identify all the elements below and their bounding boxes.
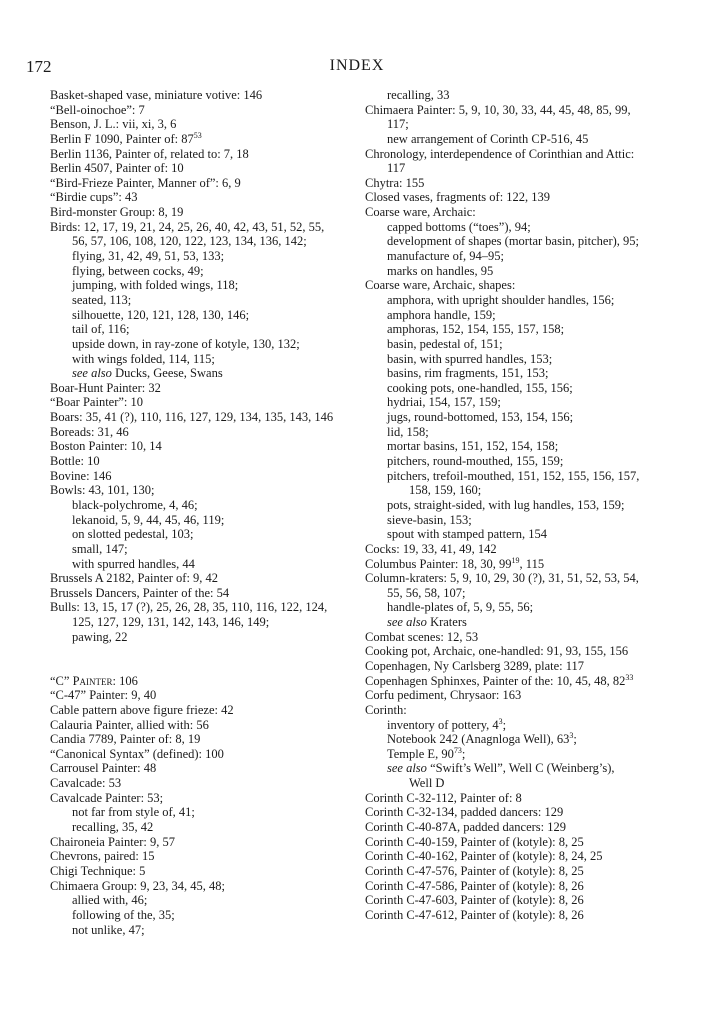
index-entry-line (365, 908, 695, 923)
entry-text: pots, straight-sided, with lug handles, 153, 159; (387, 497, 625, 512)
index-entry-line (50, 864, 355, 879)
index-entry-line (365, 659, 695, 674)
blank-line (50, 659, 355, 674)
index-entry-line (50, 425, 355, 440)
entry-text: basin, with spurred handles, 153; (387, 351, 553, 366)
entry-text: Bulls: 13, 15, 17 (?), 25, 26, 28, 35, 110, 116, 122, 124, (50, 600, 328, 615)
index-entry-line (50, 103, 355, 118)
entry-text: inventory of pottery, 4 (387, 717, 499, 732)
index-entry-line (365, 849, 695, 864)
index-entry-line (50, 293, 355, 308)
entry-text: see also (387, 761, 427, 776)
entry-text: Berlin F 1090, Painter of: 87 (50, 131, 194, 146)
index-entry-line (365, 117, 695, 132)
index-entry-line (365, 615, 695, 630)
entry-text: “Birdie cups”: 43 (50, 190, 138, 205)
index-entry-line (365, 703, 695, 718)
entry-text: 3 (498, 716, 503, 726)
entry-text: Corinth C-40-162, Painter of (kotyle): 8, 24, 25 (365, 849, 603, 864)
entry-text: jumping, with folded wings, 118; (72, 278, 239, 293)
entry-text: recalling, 33 (387, 88, 450, 102)
index-entry-line (50, 791, 355, 806)
blank-line (50, 644, 355, 659)
entry-text: Bird-monster Group: 8, 19 (50, 205, 184, 220)
entry-text: Coarse ware, Archaic, shapes: (365, 278, 516, 293)
entry-text: “Bell-oinochoe”: 7 (50, 102, 145, 117)
entry-text: basin, pedestal of, 151; (387, 336, 503, 351)
entry-text: Boar-Hunt Painter: 32 (50, 380, 161, 395)
index-entry-line (365, 630, 695, 645)
entry-text: Brussels A 2182, Painter of: 9, 42 (50, 571, 219, 586)
index-entry-line (50, 674, 355, 689)
index-entry-line (50, 761, 355, 776)
index-entry-line (365, 747, 695, 762)
index-entry-line (50, 586, 355, 601)
entry-text: following of the, 35; (72, 907, 175, 922)
entry-text: Carrousel Painter: 48 (50, 761, 157, 776)
entry-text: “Boar Painter”: 10 (50, 395, 144, 410)
entry-text: Corinth C-32-134, padded dancers: 129 (365, 805, 564, 820)
entry-text: Corinth C-40-159, Painter of (kotyle): 8, 25 (365, 834, 584, 849)
entry-text: Corinth C-47-576, Painter of (kotyle): 8, 25 (365, 863, 584, 878)
entry-text: on slotted pedestal, 103; (72, 527, 194, 542)
entry-text: Calauria Painter, allied with: 56 (50, 717, 209, 732)
index-entry-line (50, 557, 355, 572)
entry-text: 53 (193, 130, 202, 140)
entry-text: Temple E, 90 (387, 746, 454, 761)
entry-text: Bowls: 43, 101, 130; (50, 483, 155, 498)
entry-text: hydriai, 154, 157, 159; (387, 395, 501, 410)
entry-text: not far from style of, 41; (72, 805, 195, 820)
index-entry-line (50, 147, 355, 162)
index-entry-line (50, 835, 355, 850)
entry-text: Corinth: (365, 702, 407, 717)
entry-text: development of shapes (mortar basin, pitcher), 95; (387, 234, 640, 249)
entry-text: Coarse ware, Archaic: (365, 205, 476, 220)
entry-text: 19 (511, 555, 520, 565)
entry-text: 33 (625, 672, 634, 682)
index-entry-line (50, 483, 355, 498)
entry-text: “Bird-Frieze Painter, Manner of”: 6, 9 (50, 175, 241, 190)
entry-text: Combat scenes: 12, 53 (365, 629, 479, 644)
entry-text: cooking pots, one-handled, 155, 156; (387, 380, 573, 395)
entry-text: Corinth C-40-87A, padded dancers: 129 (365, 820, 567, 835)
index-entry-line (50, 923, 355, 938)
index-entry-line (50, 322, 355, 337)
entry-text: Cavalcade: 53 (50, 776, 122, 791)
index-entry-line (50, 381, 355, 396)
index-entry-line (50, 879, 355, 894)
index-entry-line (365, 147, 695, 162)
entry-text: Cocks: 19, 33, 41, 49, 142 (365, 541, 497, 556)
entry-text: Bovine: 146 (50, 468, 112, 483)
index-column-right (365, 88, 695, 923)
entry-text: Boars: 35, 41 (?), 110, 116, 127, 129, 134, 135, 143, 146 (50, 410, 334, 425)
index-entry-line (50, 308, 355, 323)
entry-text: pitchers, round-mouthed, 155, 159; (387, 454, 564, 469)
index-entry-line (365, 469, 695, 484)
index-entry-line (50, 395, 355, 410)
index-entry-line (50, 908, 355, 923)
index-entry-line (50, 366, 355, 381)
entry-text: lid, 158; (387, 424, 429, 439)
entry-text: Birds: 12, 17, 19, 21, 24, 25, 26, 40, 42, 43, 51, 52, 55, (50, 219, 325, 234)
entry-text: Painter (72, 673, 113, 688)
entry-text: marks on handles, 95 (387, 263, 494, 278)
index-entry-line (50, 176, 355, 191)
entry-text: 158, 159, 160; (409, 483, 482, 498)
entry-text: Copenhagen Sphinxes, Painter of the: 10, 45, 48, 82 (365, 673, 626, 688)
entry-text: recalling, 35, 42 (72, 820, 154, 835)
entry-text: Basket-shaped vase, miniature votive: 146 (50, 88, 263, 102)
entry-text: 3 (569, 731, 574, 741)
entry-text: Berlin 4507, Painter of: 10 (50, 161, 184, 176)
entry-text: Chytra: 155 (365, 175, 425, 190)
index-entry-line (50, 410, 355, 425)
index-entry-line (365, 483, 695, 498)
entry-text: pawing, 22 (72, 629, 128, 644)
entry-text: Chronology, interdependence of Corinthian and Attic: (365, 146, 635, 161)
entry-text: 117 (387, 161, 406, 176)
index-entry-line (365, 439, 695, 454)
entry-text: Chimaera Group: 9, 23, 34, 45, 48; (50, 878, 225, 893)
index-entry-line (50, 615, 355, 630)
index-entry-line (365, 278, 695, 293)
index-entry-line (365, 249, 695, 264)
index-entry-line (50, 469, 355, 484)
index-entry-line (50, 132, 355, 147)
index-entry-line (50, 849, 355, 864)
entry-text: , 115 (519, 556, 545, 571)
entry-text: Ducks, Geese, Swans (111, 366, 223, 381)
index-entry-line (50, 205, 355, 220)
index-entry-line (365, 322, 695, 337)
entry-text: not unlike, 47; (72, 922, 145, 937)
index-entry-line (50, 337, 355, 352)
index-entry-line (365, 893, 695, 908)
entry-text: Notebook 242 (Anagnloga Well), 63 (387, 732, 570, 747)
index-entry-line (365, 190, 695, 205)
entry-text: Corinth C-47-603, Painter of (kotyle): 8, 26 (365, 893, 584, 908)
index-entry-line (365, 103, 695, 118)
entry-text: see also (72, 366, 112, 381)
index-entry-line (50, 718, 355, 733)
entry-text: 117; (387, 117, 409, 132)
index-entry-line (50, 234, 355, 249)
index-entry-line (365, 586, 695, 601)
entry-text: Chevrons, paired: 15 (50, 849, 155, 864)
entry-text: Cooking pot, Archaic, one-handled: 91, 93, 155, 156 (365, 644, 629, 659)
index-entry-line (365, 337, 695, 352)
entry-text: “C” (50, 673, 73, 688)
entry-text: ; (573, 732, 577, 747)
index-entry-line (365, 293, 695, 308)
index-entry-line (50, 776, 355, 791)
entry-text: amphoras, 152, 154, 155, 157, 158; (387, 322, 565, 337)
entry-text: Chigi Technique: 5 (50, 863, 146, 878)
index-entry-line (365, 571, 695, 586)
entry-text: flying, between cocks, 49; (72, 263, 204, 278)
index-entry-line (365, 835, 695, 850)
index-entry-line (365, 718, 695, 733)
index-entry-line (365, 264, 695, 279)
index-entry-line (50, 600, 355, 615)
index-entry-line (50, 571, 355, 586)
entry-text: upside down, in ray-zone of kotyle, 130, 132; (72, 336, 300, 351)
entry-text: Benson, J. L.: vii, xi, 3, 6 (50, 117, 177, 132)
entry-text: Cavalcade Painter: 53; (50, 790, 164, 805)
entry-text: Corinth C-32-112, Painter of: 8 (365, 790, 522, 805)
entry-text: Corinth C-47-612, Painter of (kotyle): 8, 26 (365, 907, 584, 922)
entry-text: “Canonical Syntax” (defined): 100 (50, 746, 224, 761)
index-entry-line (365, 688, 695, 703)
entry-text: pitchers, trefoil-mouthed, 151, 152, 155, 156, 157, (387, 468, 640, 483)
index-entry-line (365, 425, 695, 440)
entry-text: sieve-basin, 153; (387, 512, 472, 527)
entry-text: ; (461, 746, 466, 761)
index-entry-line (365, 674, 695, 689)
index-entry-line (365, 454, 695, 469)
entry-text: 73 (453, 745, 462, 755)
index-entry-line (365, 132, 695, 147)
entry-text: black-polychrome, 4, 46; (72, 497, 198, 512)
entry-text: Well D (409, 776, 445, 791)
index-entry-line (50, 278, 355, 293)
index-entry-line (365, 308, 695, 323)
entry-text: amphora, with upright shoulder handles, 156; (387, 292, 615, 307)
entry-text: Chaironeia Painter: 9, 57 (50, 834, 175, 849)
index-entry-line (50, 220, 355, 235)
entry-text: Boston Painter: 10, 14 (50, 439, 162, 454)
entry-text: Closed vases, fragments of: 122, 139 (365, 190, 551, 205)
index-entry-line (365, 88, 695, 103)
index-entry-line (50, 688, 355, 703)
entry-text: : 106 (112, 673, 138, 688)
entry-text: manufacture of, 94–95; (387, 249, 504, 264)
index-entry-line (365, 205, 695, 220)
entry-text: seated, 113; (72, 292, 132, 307)
index-column-left (50, 88, 355, 937)
index-entry-line (50, 439, 355, 454)
index-entry-line (365, 732, 695, 747)
entry-text: with spurred handles, 44 (72, 556, 195, 571)
entry-text: new arrangement of Corinth CP-516, 45 (387, 131, 589, 146)
entry-text: flying, 31, 42, 49, 51, 53, 133; (72, 249, 225, 264)
index-entry-line (50, 542, 355, 557)
entry-text: Bottle: 10 (50, 454, 100, 469)
index-entry-line (365, 352, 695, 367)
index-entry-line (50, 527, 355, 542)
index-entry-line (50, 630, 355, 645)
index-entry-line (365, 234, 695, 249)
index-entry-line (365, 644, 695, 659)
entry-text: Corfu pediment, Chrysaor: 163 (365, 688, 522, 703)
entry-text: jugs, round-bottomed, 153, 154, 156; (387, 410, 574, 425)
entry-text: Columbus Painter: 18, 30, 99 (365, 556, 512, 571)
entry-text: allied with, 46; (72, 893, 148, 908)
entry-text: 56, 57, 106, 108, 120, 122, 123, 134, 136, 142; (72, 234, 307, 249)
index-entry-line (365, 381, 695, 396)
index-entry-line (50, 454, 355, 469)
entry-text: Boreads: 31, 46 (50, 424, 129, 439)
page-title: INDEX (329, 57, 385, 74)
index-entry-line (365, 176, 695, 191)
index-entry-line (365, 513, 695, 528)
entry-text: 125, 127, 129, 131, 142, 143, 146, 149; (72, 615, 270, 630)
entry-text: with wings folded, 114, 115; (72, 351, 215, 366)
index-entry-line (50, 249, 355, 264)
index-entry-line (50, 820, 355, 835)
entry-text: spout with stamped pattern, 154 (387, 527, 548, 542)
entry-text: small, 147; (72, 541, 128, 556)
index-entry-line (365, 410, 695, 425)
entry-text: silhouette, 120, 121, 128, 130, 146; (72, 307, 250, 322)
entry-text: Column-kraters: 5, 9, 10, 29, 30 (?), 31, 51, 52, 53, 54, (365, 571, 639, 586)
index-entry-line (365, 542, 695, 557)
index-entry-line (50, 732, 355, 747)
index-entry-line (50, 513, 355, 528)
index-entry-line (365, 161, 695, 176)
entry-text: see also (387, 615, 427, 630)
entry-text: “Swift’s Well”, Well C (Weinberg’s), (426, 761, 615, 776)
entry-text: amphora handle, 159; (387, 307, 496, 322)
entry-text: Corinth C-47-586, Painter of (kotyle): 8, 26 (365, 878, 584, 893)
entry-text: lekanoid, 5, 9, 44, 45, 46, 119; (72, 512, 225, 527)
index-entry-line (365, 776, 695, 791)
entry-text: Kraters (426, 615, 467, 630)
index-entry-line (365, 220, 695, 235)
index-entry-line (50, 190, 355, 205)
index-entry-line (365, 395, 695, 410)
entry-text: Candia 7789, Painter of: 8, 19 (50, 732, 201, 747)
index-entry-line (50, 893, 355, 908)
index-entry-line (50, 161, 355, 176)
entry-text: Cable pattern above figure frieze: 42 (50, 702, 234, 717)
index-entry-line (365, 879, 695, 894)
index-entry-line (365, 805, 695, 820)
entry-text: “C-47” Painter: 9, 40 (50, 688, 157, 703)
index-entry-line (365, 557, 695, 572)
index-entry-line (365, 366, 695, 381)
index-entry-line (50, 747, 355, 762)
index-entry-line (50, 88, 355, 103)
index-entry-line (50, 264, 355, 279)
entry-text: mortar basins, 151, 152, 154, 158; (387, 439, 559, 454)
entry-text: handle-plates of, 5, 9, 55, 56; (387, 600, 534, 615)
entry-text: Berlin 1136, Painter of, related to: 7, 18 (50, 146, 249, 161)
entry-text: Chimaera Painter: 5, 9, 10, 30, 33, 44, 45, 48, 85, 99, (365, 102, 631, 117)
entry-text: Copenhagen, Ny Carlsberg 3289, plate: 117 (365, 658, 585, 673)
index-entry-line (365, 864, 695, 879)
index-entry-line (365, 791, 695, 806)
index-entry-line (50, 805, 355, 820)
entry-text: tail of, 116; (72, 322, 130, 337)
page-number: 172 (26, 57, 52, 76)
index-entry-line (50, 498, 355, 513)
index-entry-line (50, 352, 355, 367)
index-entry-line (365, 527, 695, 542)
entry-text: capped bottoms (“toes”), 94; (387, 219, 531, 234)
entry-text: ; (502, 717, 507, 732)
index-entry-line (365, 600, 695, 615)
index-entry-line (50, 117, 355, 132)
index-entry-line (365, 761, 695, 776)
index-entry-line (50, 703, 355, 718)
index-entry-line (365, 820, 695, 835)
entry-text: Brussels Dancers, Painter of the: 54 (50, 585, 230, 600)
entry-text: 55, 56, 58, 107; (387, 585, 466, 600)
entry-text: basins, rim fragments, 151, 153; (387, 366, 549, 381)
index-entry-line (365, 498, 695, 513)
